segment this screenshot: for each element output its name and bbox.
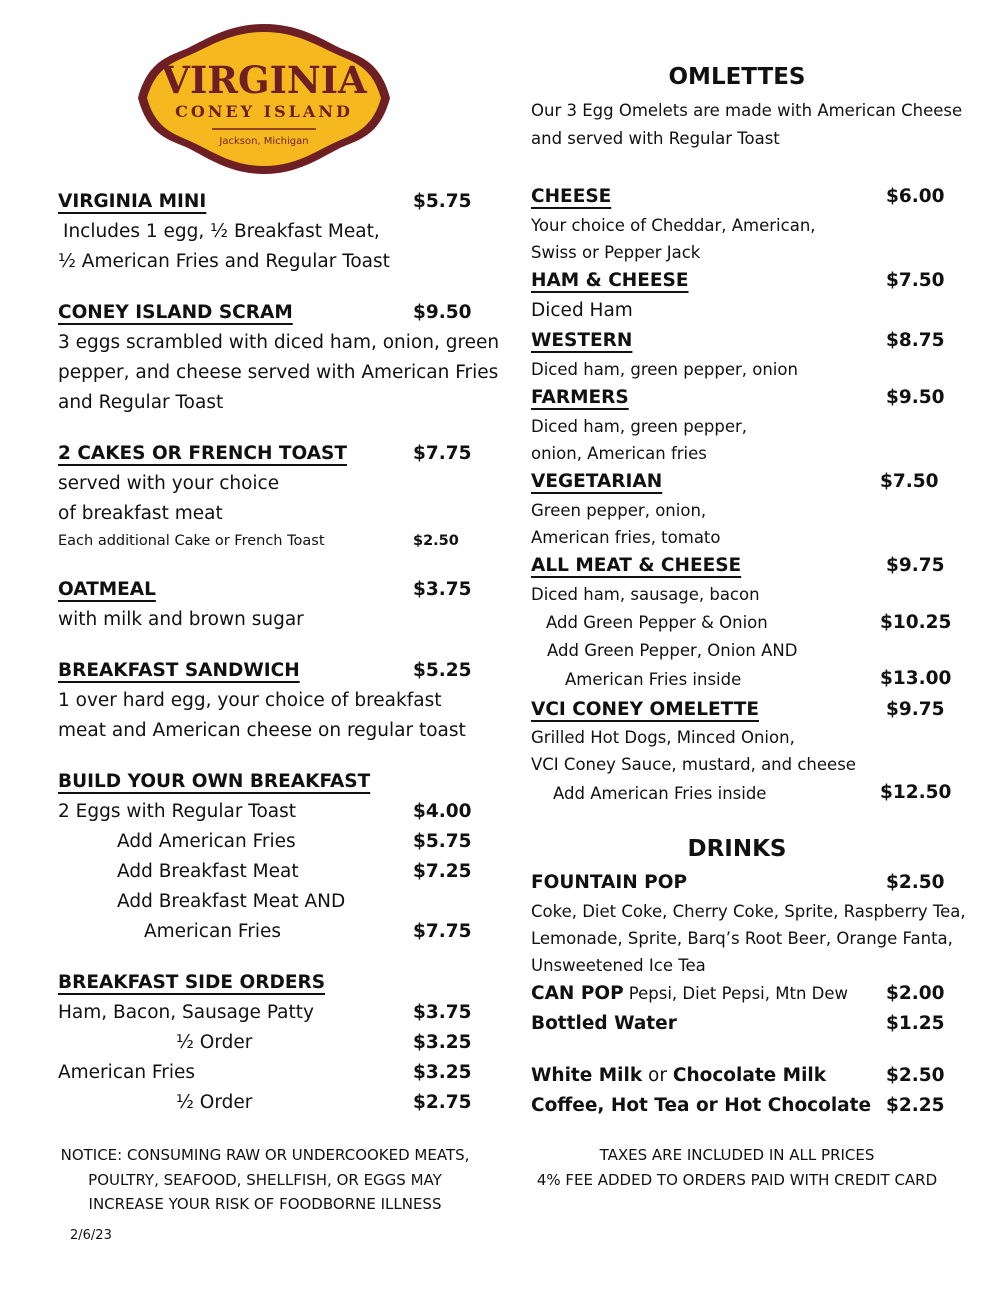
item-desc: Diced ham, green pepper, onion [531,360,798,379]
option-row: ½ Order [176,1032,253,1053]
item-title-chocolate-milk: Chocolate Milk [672,1065,827,1086]
item-price-coffee: $2.25 [886,1095,945,1116]
item-desc: 3 eggs scrambled with diced ham, onion, green [58,332,500,353]
addon-row: American Fries inside [565,670,742,689]
food-safety-notice [45,1143,485,1217]
item-price-farmers: $9.50 [886,387,945,408]
item-price-fountain-pop: $2.50 [886,872,945,893]
taxes-line: TAXES ARE INCLUDED IN ALL PRICES [599,1146,875,1164]
item-desc: onion, American fries [531,444,707,463]
notice-line: POULTRY, SEAFOOD, SHELLFISH, OR EGGS MAY [88,1170,442,1189]
item-desc: Includes 1 egg, ½ Breakfast Meat, [63,221,380,242]
item-desc: Grilled Hot Dogs, Minced Onion, [531,728,795,747]
item-desc: VCI Coney Sauce, mustard, and cheese [531,755,856,774]
logo-line1: VIRGINIA [161,58,367,102]
option-price: $3.75 [413,1002,472,1023]
item-desc: Your choice of Cheddar, American, [531,216,816,235]
option-row: American Fries [58,1062,195,1083]
omelettes-intro: and served with Regular Toast [531,129,780,148]
can-pop-row [531,983,848,1004]
item-desc: Diced Ham [531,300,633,321]
option-price: $7.25 [413,861,472,882]
item-title-cheese: CHEESE [531,186,612,207]
item-price-coney-island-scram: $9.50 [413,302,472,323]
notice-line: INCREASE YOUR RISK OF FOODBORNE ILLNESS [88,1195,442,1213]
addon-price: $10.25 [880,612,952,633]
omelettes-header: OMLETTES [668,64,806,90]
item-price-milk: $2.50 [886,1065,945,1086]
item-title-western: WESTERN [531,330,633,351]
option-price: $4.00 [413,801,472,822]
logo-line3: Jackson, Michigan [219,136,309,147]
item-price-bottled-water: $1.25 [886,1013,945,1034]
item-desc: with milk and brown sugar [58,609,304,630]
item-price-ham-cheese: $7.50 [886,270,945,291]
option-row: Add Breakfast Meat [117,861,299,882]
item-title-coney-island-scram: CONEY ISLAND SCRAM [58,302,293,323]
item-desc: and Regular Toast [58,392,224,413]
item-title-ham-cheese: HAM & CHEESE [531,270,689,291]
item-desc: Coke, Diet Coke, Cherry Coke, Sprite, Raspberry Tea, [531,902,966,921]
option-price: $3.25 [413,1032,472,1053]
menu-date: 2/6/23 [70,1228,112,1243]
item-title-all-meat-cheese: ALL MEAT & CHEESE [531,555,742,576]
option-row: Ham, Bacon, Sausage Patty [58,1002,314,1023]
item-price-breakfast-sandwich: $5.25 [413,660,472,681]
item-price-oatmeal: $3.75 [413,579,472,600]
drinks-header: DRINKS [687,836,787,862]
item-desc: meat and American cheese on regular toast [58,720,466,741]
item-desc: Lemonade, Sprite, Barq’s Root Beer, Orange Fanta, [531,929,953,948]
item-desc: 1 over hard egg, your choice of breakfast [58,690,442,711]
item-extra: Each additional Cake or French Toast [58,533,325,549]
option-row: Add Breakfast Meat AND [117,891,346,912]
item-title-cakes-french-toast: 2 CAKES OR FRENCH TOAST [58,443,347,464]
logo-line2: CONEY ISLAND [175,102,353,121]
item-desc: Swiss or Pepper Jack [531,243,701,262]
option-row: ½ Order [176,1092,253,1113]
section-title-side-orders: BREAKFAST SIDE ORDERS [58,972,326,993]
item-extra-price: $2.50 [413,533,459,549]
option-price: $7.75 [413,921,472,942]
option-row: Add American Fries [117,831,296,852]
option-price: $3.25 [413,1062,472,1083]
item-price-cheese: $6.00 [886,186,945,207]
option-price: $5.75 [413,831,472,852]
taxes-line: 4% FEE ADDED TO ORDERS PAID WITH CREDIT CARD [536,1170,938,1189]
item-desc: pepper, and cheese served with American Fries [58,362,499,383]
notice-line: NOTICE: CONSUMING RAW OR UNDERCOOKED MEATS, [60,1146,470,1164]
item-title-virginia-mini: VIRGINIA MINI [58,191,207,212]
option-row: 2 Eggs with Regular Toast [58,801,297,822]
item-desc: Green pepper, onion, [531,501,707,520]
item-title-vegetarian: VEGETARIAN [531,471,663,492]
option-row: American Fries [144,921,281,942]
item-desc: ½ American Fries and Regular Toast [58,251,390,272]
omelettes-intro: Our 3 Egg Omelets are made with American Cheese [531,101,963,120]
item-title-breakfast-sandwich: BREAKFAST SANDWICH [58,660,300,681]
item-desc: Unsweetened Ice Tea [531,956,706,975]
item-price-cakes-french-toast: $7.75 [413,443,472,464]
or-text: or [648,1065,667,1086]
taxes-notice [517,1143,957,1192]
addon-row: Add Green Pepper & Onion [546,613,768,632]
item-title-oatmeal: OATMEAL [58,579,156,600]
item-price-western: $8.75 [886,330,945,351]
item-price-vegetarian: $7.50 [880,471,939,492]
item-title-farmers: FARMERS [531,387,629,408]
addon-price: $12.50 [880,782,952,803]
item-title-white-milk: White Milk [531,1065,643,1086]
item-desc: American fries, tomato [531,528,721,547]
item-desc: Diced ham, sausage, bacon [531,585,760,604]
item-title-can-pop: CAN POP [531,983,624,1004]
item-desc: served with your choice [58,473,280,494]
item-price-vci-coney-omelette: $9.75 [886,699,945,720]
virginia-coney-island-logo [130,20,398,180]
item-title-coffee: Coffee, Hot Tea or Hot Chocolate [531,1095,872,1116]
item-title-vci-coney-omelette: VCI CONEY OMELETTE [531,699,759,720]
item-price-all-meat-cheese: $9.75 [886,555,945,576]
addon-row: Add Green Pepper, Onion AND [547,641,798,660]
addon-row: Add American Fries inside [553,784,767,803]
item-desc: Pepsi, Diet Pepsi, Mtn Dew [628,984,848,1003]
item-price-virginia-mini: $5.75 [413,191,472,212]
section-title-build-your-own: BUILD YOUR OWN BREAKFAST [58,771,371,792]
item-price-can-pop: $2.00 [886,983,945,1004]
item-desc: of breakfast meat [58,503,223,524]
item-desc: Diced ham, green pepper, [531,417,748,436]
item-title-fountain-pop: FOUNTAIN POP [531,872,688,893]
option-price: $2.75 [413,1092,472,1113]
item-title-bottled-water: Bottled Water [531,1013,677,1034]
milk-row [531,1065,826,1086]
addon-price: $13.00 [880,668,952,689]
